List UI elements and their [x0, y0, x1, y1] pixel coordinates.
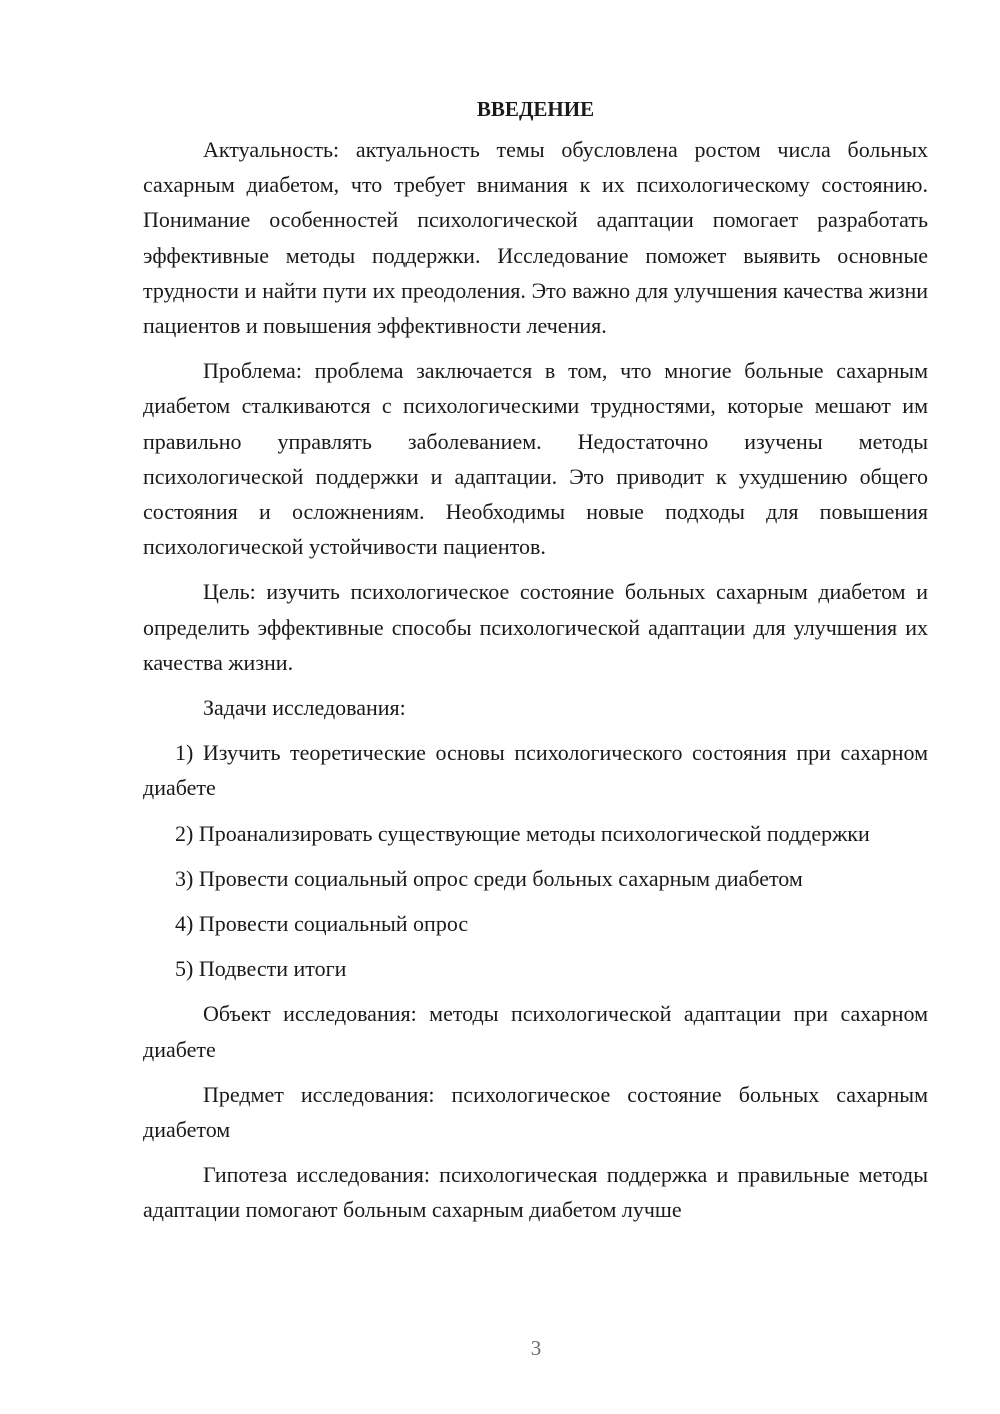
tasks-heading: Задачи исследования: — [203, 695, 406, 721]
object-paragraph: Объект исследования: методы психологической адаптации при сахарном диабете — [143, 1001, 928, 1062]
task-item-5: 5) Подвести итоги — [175, 956, 347, 982]
page-title: ВВЕДЕНИЕ — [476, 97, 595, 121]
relevance-paragraph: Актуальность: актуальность темы обусловлена ростом числа больных сахарным диабетом, что требует внимания к их психологическому состоянию. Понимание особенностей психологической адаптации помогает разработать эффективные методы поддержки. Исследование поможет выявить основные трудности и найти пути их преодоления. Это важно для улучшения качества жизни пациентов и повышения эффективности лечения. — [143, 137, 928, 339]
task-item-2: 2) Проанализировать существующие методы психологической поддержки — [175, 820, 870, 846]
subject-paragraph: Предмет исследования: психологическое состояние больных сахарным диабетом — [143, 1081, 928, 1143]
task-item-3: 3) Провести социальный опрос среди больных сахарным диабетом — [175, 865, 803, 891]
page-number: 3 — [530, 1336, 542, 1360]
hypothesis-paragraph: Гипотеза исследования: психологическая поддержка и правильные методы адаптации помогают больным сахарным диабетом лучше — [143, 1162, 928, 1223]
task-item-4: 4) Провести социальный опрос — [175, 911, 469, 937]
tasks-list — [143, 735, 928, 986]
goal-paragraph: Цель: изучить психологическое состояние больных сахарным диабетом и определить эффективные способы психологической адаптации для улучшения их качества жизни. — [143, 579, 928, 675]
task-item-1: 1) Изучить теоретические основы психологического состояния при сахарном диабете — [143, 740, 928, 801]
problem-paragraph: Проблема: проблема заключается в том, что многие больные сахарным диабетом сталкиваются с психологическими трудностями, которые мешают им правильно управлять заболеванием. Недостаточно изучены методы психологической поддержки и адаптации. Это приводит к ухудшению общего состояния и осложнениям. Необходимы новые подходы для повышения психологической устойчивости пациентов. — [143, 358, 928, 560]
page-content — [143, 92, 928, 1228]
